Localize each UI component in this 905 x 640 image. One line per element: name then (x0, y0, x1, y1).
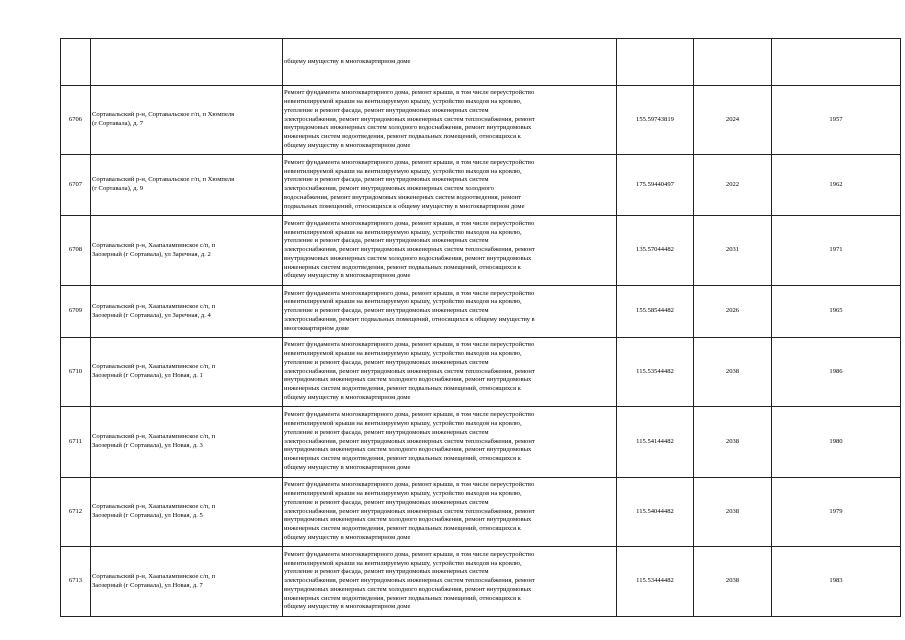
table-row (61, 478, 901, 547)
cost-cell: 175.59440497 (617, 155, 694, 216)
address-cell (91, 478, 283, 547)
build-year-cell: 1980 (772, 407, 901, 478)
row-number-cell: 6713 (61, 547, 91, 617)
work-description-line: внутридомовых инженерных систем холодного водоснабжения, ремонт внутридомовых (284, 254, 532, 262)
cost-cell: 115.53544482 (617, 338, 694, 407)
capital-repair-table (60, 38, 901, 617)
table-body (61, 39, 901, 617)
works-cell (283, 216, 617, 286)
works-cell (283, 478, 617, 547)
planned-year-cell (694, 39, 772, 86)
address-line: Заозерный (г Сортавала), ул Новая, д. 3 (92, 442, 203, 449)
work-description-line: утепление и ремонт фасада, ремонт внутридомовых инженерных систем (284, 307, 489, 315)
cost-cell: 115.54044482 (617, 478, 694, 547)
cost-cell: 155.59743819 (617, 86, 694, 155)
work-description-line: подвальных помещений, относящихся к общему имуществу в многоквартирном доме (284, 202, 525, 210)
planned-year-cell: 2022 (694, 155, 772, 216)
works-cell (283, 286, 617, 338)
work-description-line: инженерных систем водоотведения, ремонт подвальных помещений, относящихся к (284, 455, 521, 463)
work-description-line: внутридомовых инженерных систем холодного водоснабжения, ремонт внутридомовых (284, 446, 532, 454)
work-description-line: утепление и ремонт фасада, ремонт внутридомовых инженерных систем (284, 568, 489, 576)
work-description-line: инженерных систем водоотведения, ремонт подвальных помещений, относящихся к (284, 594, 521, 602)
work-description-line: невентилируемой крыши на вентилируемую крышу, устройство выходов на кровлю, (284, 228, 522, 236)
build-year-cell (772, 39, 901, 86)
row-number-cell: 6709 (61, 286, 91, 338)
work-description-line: общему имуществу в многоквартирном доме (284, 603, 411, 611)
address-line: (г Сортавала), д. 9 (92, 185, 144, 192)
address-cell (91, 338, 283, 407)
address-line: Заозерный (г Сортавала), ул Новая, д. 7 (92, 581, 203, 589)
work-description-line: электроснабжения, ремонт внутридомовых инженерных систем холодного (284, 185, 494, 192)
work-description-line: невентилируемой крыши на вентилируемую крышу, устройство выходов на кровлю, (284, 420, 522, 428)
work-description-line: инженерных систем водоотведения, ремонт подвальных помещений, относящихся к (284, 525, 521, 533)
work-description-line: внутридомовых инженерных систем холодного водоснабжения, ремонт внутридомовых (284, 516, 532, 524)
build-year-cell: 1979 (772, 478, 901, 547)
work-description-line: Ремонт фундамента многоквартирного дома, ремонт крыши, в том числе переустройство (284, 158, 535, 166)
address-line: Заозерный (г Сортавала), ул Заречная, д. 4 (92, 311, 211, 319)
work-description-line: Ремонт фундамента многоквартирного дома, ремонт крыши, в том числе переустройство (284, 289, 535, 297)
address-line: Сортавальский р-н, Хаапалампинское с/п, п (92, 433, 216, 441)
work-description-line: общему имуществу в многоквартирном доме (284, 57, 411, 65)
work-description-line: невентилируемой крыши на вентилируемую крышу, устройство выходов на кровлю, (284, 490, 522, 498)
build-year-cell: 1971 (772, 216, 901, 286)
work-description-line: Ремонт фундамента многоквартирного дома, ремонт крыши, в том числе переустройство (284, 341, 535, 349)
work-description-line: невентилируемой крыши на вентилируемую крышу, устройство выходов на кровлю, (284, 559, 522, 567)
address-cell (91, 86, 283, 155)
works-cell (283, 338, 617, 407)
address-line: Заозерный (г Сортавала), ул Заречная, д. 2 (92, 250, 211, 258)
address-line: Сортавальский р-н, Хаапалампинское с/п, п (92, 363, 216, 371)
cost-cell: 115.53444482 (617, 547, 694, 617)
work-description-line: Ремонт фундамента многоквартирного дома, ремонт крыши, в том числе переустройство (284, 89, 535, 97)
work-description-line: невентилируемой крыши на вентилируемую крышу, устройство выходов на кровлю, (284, 98, 522, 106)
work-description-line: общему имуществу в многоквартирном доме (284, 141, 411, 149)
table-row (61, 155, 901, 216)
work-description-line: невентилируемой крыши на вентилируемую крышу, устройство выходов на кровлю, (284, 298, 522, 306)
build-year-cell: 1983 (772, 547, 901, 617)
build-year-cell: 1986 (772, 338, 901, 407)
build-year-cell: 1957 (772, 86, 901, 155)
work-description-line: утепление и ремонт фасада, ремонт внутридомовых инженерных систем (284, 428, 489, 436)
work-description-line: электроснабжения, ремонт внутридомовых инженерных систем теплоснабжения, ремонт (284, 507, 535, 515)
work-description-line: утепление и ремонт фасада, ремонт внутридомовых инженерных систем (284, 358, 489, 366)
address-cell (91, 155, 283, 216)
row-number-cell: 6707 (61, 155, 91, 216)
table-row (61, 86, 901, 155)
cost-cell: 155.58544482 (617, 286, 694, 338)
work-description-line: внутридомовых инженерных систем холодного водоснабжения, ремонт внутридомовых (284, 585, 532, 593)
work-description-line: водоснабжения, ремонт внутридомовых инженерных систем водоотведения, ремонт (284, 193, 522, 201)
work-description-line: утепление и ремонт фасада, ремонт внутридомовых инженерных систем (284, 498, 489, 506)
address-cell (91, 216, 283, 286)
work-description-line: электроснабжения, ремонт внутридомовых инженерных систем теплоснабжения, ремонт (284, 437, 535, 445)
work-description-line: утепление и ремонт фасада, ремонт внутридомовых инженерных систем (284, 176, 489, 184)
works-cell (283, 39, 617, 86)
address-line: Заозерный (г Сортавала), ул Новая, д. 1 (92, 372, 203, 379)
planned-year-cell: 2038 (694, 338, 772, 407)
work-description-line: электроснабжения, ремонт внутридомовых инженерных систем теплоснабжения, ремонт (284, 115, 535, 123)
planned-year-cell: 2031 (694, 216, 772, 286)
planned-year-cell: 2024 (694, 86, 772, 155)
cost-cell: 135.57044482 (617, 216, 694, 286)
row-number-cell: 6712 (61, 478, 91, 547)
planned-year-cell: 2038 (694, 478, 772, 547)
work-description-line: общему имуществу в многоквартирном доме (284, 533, 411, 541)
address-line: Сортавальский р-н, Хаапалампинское с/п, п (92, 241, 216, 249)
work-description-line: Ремонт фундамента многоквартирного дома, ремонт крыши, в том числе переустройство (284, 481, 535, 489)
address-line: (г Сортавала), д. 7 (92, 120, 144, 127)
work-description-line: Ремонт фундамента многоквартирного дома, ремонт крыши, в том числе переустройство (284, 550, 535, 558)
work-description-line: внутридомовых инженерных систем холодного водоснабжения, ремонт внутридомовых (284, 124, 532, 132)
address-line: Заозерный (г Сортавала), ул Новая, д. 5 (92, 512, 203, 519)
work-description-line: общему имуществу в многоквартирном доме (284, 463, 411, 471)
table-row (61, 547, 901, 617)
table-row (61, 407, 901, 478)
address-cell (91, 407, 283, 478)
work-description-line: невентилируемой крыши на вентилируемую крышу, устройство выходов на кровлю, (284, 350, 522, 358)
work-description-line: утепление и ремонт фасада, ремонт внутридомовых инженерных систем (284, 106, 489, 114)
work-description-line: утепление и ремонт фасада, ремонт внутридомовых инженерных систем (284, 237, 489, 245)
works-cell (283, 407, 617, 478)
work-description-line: электроснабжения, ремонт внутридомовых инженерных систем теплоснабжения, ремонт (284, 246, 535, 254)
planned-year-cell: 2026 (694, 286, 772, 338)
address-line: Сортавальский р-н, Сортавальское г/п, п Хюмпеля (92, 176, 235, 184)
work-description-line: инженерных систем водоотведения, ремонт подвальных помещений, относящихся к (284, 133, 521, 141)
work-description-line: инженерных систем водоотведения, ремонт подвальных помещений, относящихся к (284, 385, 521, 393)
address-cell (91, 547, 283, 617)
work-description-line: инженерных систем водоотведения, ремонт подвальных помещений, относящихся к (284, 263, 521, 271)
row-number-cell: 6710 (61, 338, 91, 407)
build-year-cell: 1965 (772, 286, 901, 338)
cost-cell (617, 39, 694, 86)
row-number-cell: 6711 (61, 407, 91, 478)
row-number-cell: 6706 (61, 86, 91, 155)
work-description-line: электроснабжения, ремонт подвальных помещений, относящихся к общему имуществу в (284, 315, 535, 323)
work-description-line: электроснабжения, ремонт внутридомовых инженерных систем теплоснабжения, ремонт (284, 577, 535, 585)
work-description-line: электроснабжения, ремонт внутридомовых инженерных систем теплоснабжения, ремонт (284, 367, 535, 375)
address-cell (91, 286, 283, 338)
address-line: Сортавальский р-н, Хаапалампинское с/п, п (92, 572, 216, 580)
work-description-line: Ремонт фундамента многоквартирного дома, ремонт крыши, в том числе переустройство (284, 411, 535, 419)
address-cell (91, 39, 283, 86)
works-cell (283, 547, 617, 617)
work-description-line: внутридомовых инженерных систем холодного водоснабжения, ремонт внутридомовых (284, 376, 532, 384)
table-row (61, 216, 901, 286)
work-description-line: многоквартирном доме (284, 324, 350, 332)
row-number-cell: 6708 (61, 216, 91, 286)
works-cell (283, 155, 617, 216)
work-description-line: Ремонт фундамента многоквартирного дома, ремонт крыши, в том числе переустройство (284, 219, 535, 227)
planned-year-cell: 2038 (694, 407, 772, 478)
planned-year-cell: 2038 (694, 547, 772, 617)
address-line: Сортавальский р-н, Хаапалампинское с/п, п (92, 503, 216, 511)
cost-cell: 115.54144482 (617, 407, 694, 478)
build-year-cell: 1962 (772, 155, 901, 216)
work-description-line: невентилируемой крыши на вентилируемую крышу, устройство выходов на кровлю, (284, 167, 522, 175)
works-cell (283, 86, 617, 155)
address-line: Сортавальский р-н, Хаапалампинское с/п, п (92, 302, 216, 310)
row-number-cell (61, 39, 91, 86)
table-row (61, 39, 901, 86)
table-row (61, 286, 901, 338)
work-description-line: общему имуществу в многоквартирном доме (284, 393, 411, 401)
table-row (61, 338, 901, 407)
address-line: Сортавальский р-н, Сортавальское г/п, п Хюмпеля (92, 111, 235, 119)
work-description-line: общему имуществу в многоквартирном доме (284, 272, 411, 280)
